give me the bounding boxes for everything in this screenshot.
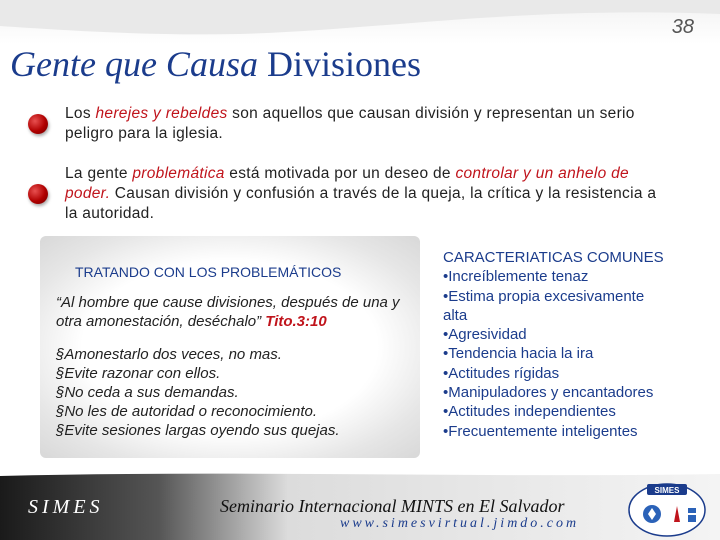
paragraph-problematica	[65, 164, 673, 224]
logo-text: SIMES	[654, 486, 680, 495]
list-item: §No ceda a sus demandas.	[56, 384, 239, 401]
footer-seminar: Seminario Internacional MINTS en El Salvador	[220, 496, 565, 516]
paragraph-text: Los	[65, 105, 96, 122]
list-item: §Amonestarlo dos veces, no mas.	[56, 346, 282, 363]
list-item: •Increíblemente tenaz	[443, 268, 589, 286]
paragraph-text: está motivada por un deseo de	[224, 165, 456, 182]
treatment-quote	[56, 293, 411, 331]
list-item: •Tendencia hacia la ira	[443, 345, 594, 363]
list-item: §No les de autoridad o reconocimiento.	[56, 403, 317, 420]
title-regular: Divisiones	[266, 44, 421, 84]
treatment-list	[56, 345, 340, 440]
list-item: •Frecuentemente inteligentes	[443, 422, 638, 440]
list-item: •Actitudes rígidas	[443, 364, 560, 382]
bullet-icon	[28, 184, 48, 204]
list-item: §Evite sesiones largas oyendo sus quejas.	[56, 422, 340, 439]
simes-logo-icon	[622, 478, 712, 538]
page-title	[10, 42, 421, 86]
characteristics-title: CARACTERIATICAS COMUNES	[443, 249, 664, 266]
highlight-text: controlar y un anhelo de poder.	[65, 165, 629, 202]
quote-reference: Tito.3:10	[265, 313, 327, 330]
footer-website[interactable]: www.simesvirtual.jimdo.com	[340, 516, 580, 531]
paragraph-text: son aquellos que causan división y representan un serio peligro para la iglesia.	[65, 105, 635, 142]
list-item: •Actitudes independientes	[443, 403, 616, 421]
list-item: •Agresividad	[443, 326, 527, 344]
list-item: §Evite razonar con ellos.	[56, 365, 221, 382]
list-item: •Manipuladores y encantadores	[443, 384, 654, 402]
bullet-icon	[28, 114, 48, 134]
characteristics-list	[443, 248, 664, 441]
page-number: 38	[671, 16, 694, 38]
list-item: alta	[443, 306, 468, 324]
paragraph-herejes	[65, 104, 673, 144]
highlight-text: problemática	[132, 165, 225, 182]
treatment-title: TRATANDO CON LOS PROBLEMÁTICOS	[75, 264, 342, 280]
footer-brand: SIMES	[28, 496, 104, 518]
list-item: •Estima propia excesivamente	[443, 287, 645, 305]
title-italic: Gente que Causa	[10, 44, 258, 84]
paragraph-text: Causan división y confusión a través de la queja, la crítica y la resistencia a la autoridad.	[65, 185, 657, 222]
highlight-text: herejes y rebeldes	[95, 105, 228, 122]
paragraph-text: La gente	[65, 165, 133, 182]
quote-text: “Al hombre que cause divisiones, después de una y otra amonestación, deséchalo”	[56, 294, 400, 330]
